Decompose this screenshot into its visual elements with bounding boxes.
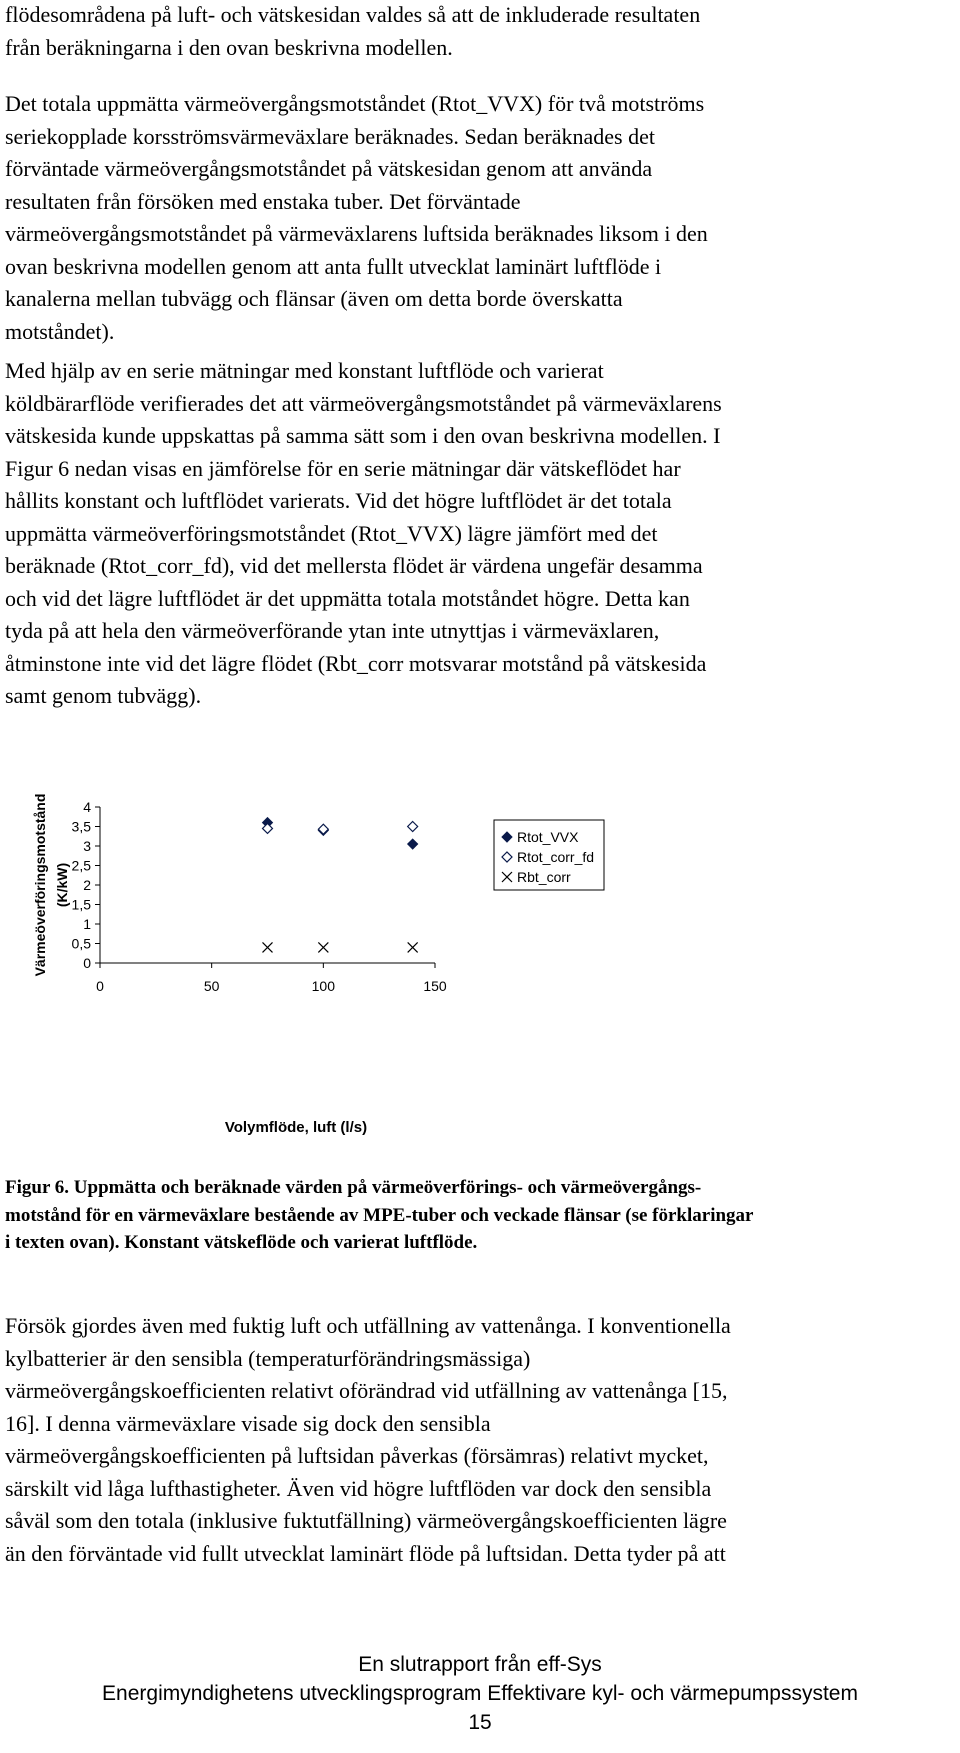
y-tick-label: 0: [83, 955, 91, 971]
chart-legend: [494, 820, 604, 890]
data-point: [263, 823, 273, 833]
y-tick-label: 4: [83, 799, 91, 815]
text-line: värmeövergångsmotståndet på värmeväxlarens luftsida beräknades liksom i den: [5, 221, 708, 246]
text-line: ovan beskrivna modellen genom att anta fullt utvecklat laminärt luftflöde i: [5, 253, 662, 279]
caption-line: Figur 6. Uppmätta och beräknade värden på värmeöverförings- och värmeövergångs-: [5, 1177, 702, 1198]
y-tick-label: 2,5: [71, 857, 91, 874]
y-tick-label: 3,5: [71, 818, 91, 835]
y-tick-label: 2: [83, 877, 91, 893]
y-tick-label: 0,5: [71, 935, 91, 952]
y-tick-label: 1: [83, 916, 91, 932]
text-line: flödesområdena på luft- och vätskesidan valdes så att de inkluderade resultaten: [5, 2, 701, 27]
data-point: [318, 824, 328, 834]
text-line: särskilt vid låga lufthastigheter. Även vid högre luftflöden var dock den sensibla: [5, 1475, 712, 1501]
y-axis-title-line: Värmeöverföringsmotstånd: [32, 793, 48, 977]
y-tick-label: 1,5: [71, 896, 91, 913]
x-tick-label: 50: [203, 978, 220, 994]
text-line: såväl som den totala (inklusive fuktutfällning) värmeövergångskoefficienten lägre: [5, 1508, 727, 1533]
y-tick-label: 3: [83, 838, 91, 854]
text-line: Försök gjordes även med fuktig luft och utfällning av vattenånga. I konventionella: [5, 1313, 731, 1338]
text-line: seriekopplade korsströmsvärmeväxlare beräknades. Sedan beräknades det: [5, 123, 655, 149]
x-axis-title: Volymflöde, luft (l/s): [224, 1119, 368, 1136]
text-line: från beräkningarna i den ovan beskrivna modellen.: [5, 34, 453, 60]
text-line: Det totala uppmätta värmeövergångsmotståndet (Rtot_VVX) för två motströms: [5, 91, 705, 116]
text-line: åtminstone inte vid det lägre flödet (Rbt_corr motsvarar motstånd på vätskesida: [5, 650, 707, 676]
caption-line: motstånd för en värmeväxlare bestående av MPE-tuber och veckade flänsar (se förklaringar: [5, 1204, 754, 1226]
text-line: samt genom tubvägg).: [5, 683, 202, 708]
paragraph-2: [5, 88, 955, 348]
chart-ticks: [72, 799, 447, 994]
text-line: Figur 6 nedan visas en jämförelse för en serie mätningar där vätskeflödet har: [5, 455, 681, 481]
text-line: resultaten från försöken med enstaka tuber. Det förväntade: [5, 188, 521, 214]
y-axis-title-line: (K/kW): [54, 862, 70, 908]
y-axis-title: [32, 794, 70, 977]
text-line: och vid det lägre luftflödet är det uppmätta totala motståndet högre. Detta kan: [5, 585, 690, 611]
x-tick-label: 100: [311, 978, 336, 994]
text-line: vätskesida kunde uppskattas på samma sätt som i den ovan beskrivna modellen. I: [5, 423, 721, 448]
text-line: förväntade värmeövergångsmotståndet på vätskesidan genom att använda: [5, 156, 653, 181]
data-point: [408, 839, 418, 849]
data-point: [318, 942, 328, 952]
footer-program-name: Energimyndighetens utvecklingsprogram Effektivare kyl- och värmepumpssystem: [102, 1682, 858, 1705]
legend-label: Rbt_corr: [517, 869, 571, 885]
text-line: kylbatterier är den sensibla (temperaturförändringsmässiga): [5, 1345, 531, 1371]
data-point: [408, 822, 418, 832]
data-point: [408, 942, 418, 952]
figure-caption: [5, 1174, 955, 1257]
legend-label: Rtot_corr_fd: [517, 849, 595, 865]
paragraph-3: [5, 355, 955, 713]
chart-points: [263, 818, 418, 953]
text-line: värmeövergångskoefficienten på luftsidan påverkas (försämras) relativt mycket,: [5, 1443, 709, 1468]
data-point: [263, 942, 273, 952]
caption-line: i texten ovan). Konstant vätskeflöde och varierat luftflöde.: [5, 1232, 478, 1253]
y-axis-title-group: [32, 794, 70, 977]
paragraph-1: [5, 0, 955, 64]
text-line: tyda på att hela den värmeöverförande ytan inte utnyttjas i värmeväxlaren,: [5, 618, 660, 643]
page-number: 15: [468, 1711, 492, 1734]
x-tick-label: 150: [423, 978, 447, 994]
text-line: värmeövergångskoefficienten relativt oförändrad vid utfällning av vattenånga [15,: [5, 1378, 728, 1403]
text-line: uppmätta värmeöverföringsmotståndet (Rtot_VVX) lägre jämfört med det: [5, 520, 658, 546]
text-line: köldbärarflöde verifierades det att värmeövergångsmotståndet på värmeväxlarens: [5, 390, 722, 416]
scatter-chart: [0, 790, 960, 1160]
paragraph-4: [5, 1310, 955, 1570]
text-line: motståndet).: [5, 318, 115, 344]
legend-label: Rtot_VVX: [517, 829, 579, 845]
text-line: än den förväntade vid fullt utvecklat laminärt flöde på luftsidan. Detta tyder på att: [5, 1540, 726, 1566]
text-line: 16]. I denna värmeväxlare visade sig dock den sensibla: [5, 1410, 491, 1436]
text-line: beräknade (Rtot_corr_fd), vid det mellersta flödet är värdena ungefär desamma: [5, 553, 703, 578]
text-line: Med hjälp av en serie mätningar med konstant luftflöde och varierat: [5, 358, 604, 383]
footer-report-title: En slutrapport från eff-Sys: [358, 1653, 602, 1676]
text-line: hållits konstant och luftflödet varierats. Vid det högre luftflödet är det totala: [5, 488, 672, 513]
text-line: kanalerna mellan tubvägg och flänsar (även om detta borde överskatta: [5, 286, 623, 311]
x-tick-label: 0: [96, 978, 104, 994]
